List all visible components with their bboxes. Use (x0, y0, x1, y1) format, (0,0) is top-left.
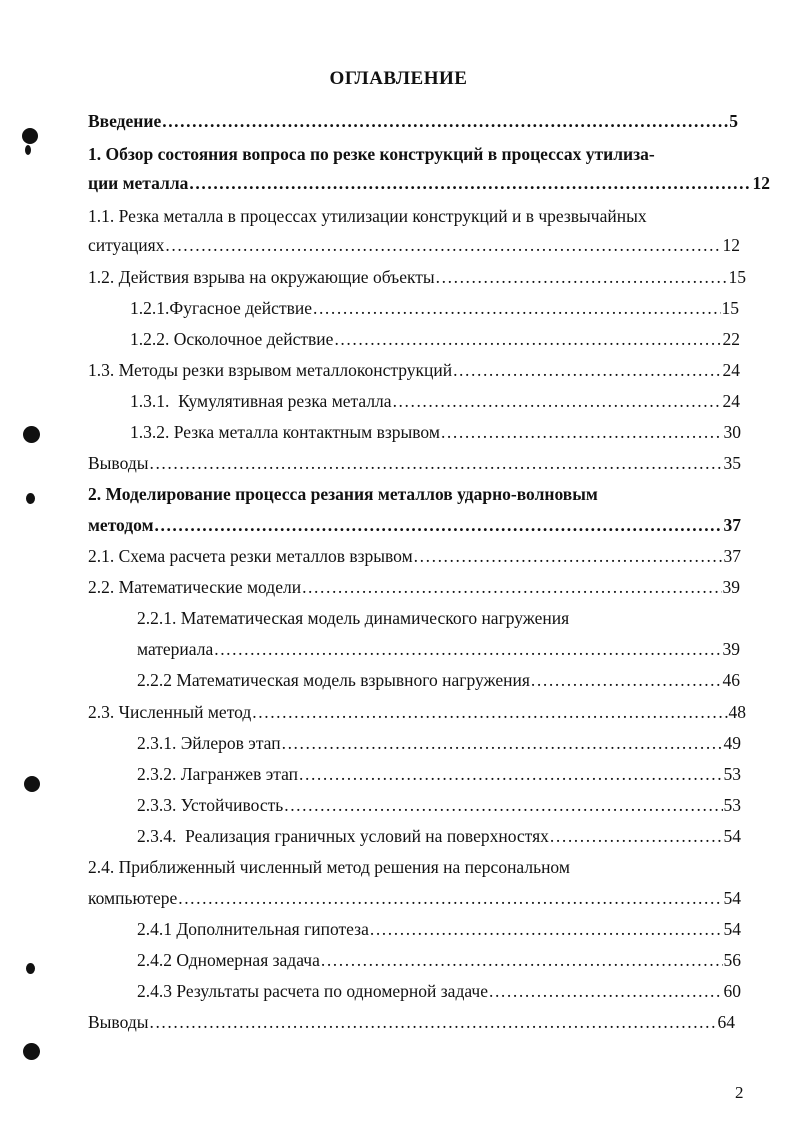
toc-entry-2-4-3 (137, 980, 741, 1002)
toc-entry-page: 54 (723, 888, 741, 908)
punch-hole-mark (24, 776, 40, 792)
dot-leader (189, 172, 751, 194)
dot-leader (299, 763, 723, 785)
toc-entry-2-3-2 (137, 763, 741, 785)
dot-leader (149, 452, 722, 474)
dot-leader (489, 980, 723, 1002)
toc-entry-text: ситуациях (88, 235, 165, 255)
toc-entry-page: 60 (723, 981, 741, 1001)
toc-entry-text: 2.2.2 Математическая модель взрывного нагружения (137, 670, 530, 690)
toc-entry-page: 54 (723, 919, 741, 939)
toc-entry-text: Введение (88, 111, 162, 131)
toc-entry-page: 35 (723, 453, 741, 473)
toc-entry-text: 2.3. Численный метод (88, 702, 252, 722)
dot-leader (321, 949, 723, 971)
toc-entry-text: 2.3.4. Реализация граничных условий на поверхностях (137, 826, 549, 846)
toc-entry-text: 1.3. Методы резки взрывом металлоконструкций (88, 360, 453, 380)
toc-entry-text: 2.1. Схема расчета резки металлов взрывом (88, 546, 413, 566)
page-number: 2 (735, 1083, 744, 1102)
toc-entry-text: 2.3.2. Лагранжев этап (137, 764, 298, 784)
toc-entry-2-1 (88, 545, 741, 567)
toc-entry-intro (88, 110, 738, 132)
toc-entry-chapter-1-line-1: 1. Обзор состояния вопроса по резке конструкций в процессах утилиза- (88, 144, 655, 164)
dot-leader (370, 918, 723, 940)
dot-leader (302, 576, 721, 598)
toc-entry-1-2-1 (130, 297, 739, 319)
toc-entry-conclusions-1 (88, 452, 741, 474)
toc-entry-page: 39 (722, 577, 740, 597)
toc-entry-text: ции металла (88, 173, 189, 193)
dot-leader (284, 794, 722, 816)
toc-entry-chapter-2-line-1: 2. Моделирование процесса резания металлов ударно-волновым (88, 484, 598, 504)
toc-entry-text: материала (137, 639, 214, 659)
toc-entry-text: 1.3.2. Резка металла контактным взрывом (130, 422, 440, 442)
punch-hole-mark (25, 145, 31, 155)
toc-entry-page: 37 (723, 546, 741, 566)
toc-entry-2-3 (88, 701, 746, 723)
dot-leader (149, 1011, 716, 1033)
dot-leader (453, 359, 721, 381)
page-title: ОГЛАВЛЕНИЕ (329, 68, 468, 89)
toc-entry-2-4 (88, 887, 741, 909)
toc-entry-text: методом (88, 515, 154, 535)
toc-entry-page: 53 (723, 764, 741, 784)
dot-leader (155, 514, 723, 536)
dot-leader (334, 328, 721, 350)
toc-entry-page: 49 (723, 733, 741, 753)
toc-entry-2-3-3 (137, 794, 741, 816)
toc-entry-text: 1.2.1.Фугасное действие (130, 298, 312, 318)
dot-leader (531, 669, 722, 691)
punch-hole-mark (22, 128, 38, 144)
toc-entry-page: 24 (722, 360, 740, 380)
toc-entry-text: 2.4.2 Одномерная задача (137, 950, 320, 970)
toc-entry-text: 1.2. Действия взрыва на окружающие объекты (88, 267, 435, 287)
toc-entry-text: 2.3.3. Устойчивость (137, 795, 284, 815)
toc-entry-page: 54 (723, 826, 741, 846)
toc-entry-page: 53 (723, 795, 741, 815)
toc-entry-text: 1.3.1. Кумулятивная резка металла (130, 391, 392, 411)
toc-entry-page: 64 (717, 1012, 735, 1032)
punch-hole-mark (23, 1043, 40, 1060)
dot-leader (178, 887, 722, 909)
dot-leader (414, 545, 723, 567)
punch-hole-mark (26, 963, 35, 974)
toc-entry-1-3-1 (130, 390, 740, 412)
toc-entry-2-2 (88, 576, 740, 598)
dot-leader (165, 234, 721, 256)
dot-leader (313, 297, 721, 319)
toc-entry-1-3 (88, 359, 740, 381)
dot-leader (162, 110, 728, 132)
toc-entry-text: 1.2.2. Осколочное действие (130, 329, 334, 349)
dot-leader (282, 732, 723, 754)
toc-entry-2-2-2 (137, 669, 740, 691)
toc-entry-text: 2.4.3 Результаты расчета по одномерной задаче (137, 981, 488, 1001)
dot-leader (441, 421, 723, 443)
toc-entry-2-4-2 (137, 949, 741, 971)
toc-entry-page: 12 (722, 235, 740, 255)
punch-hole-mark (26, 493, 35, 504)
toc-entry-page: 15 (728, 267, 746, 287)
toc-entry-1-2 (88, 266, 746, 288)
toc-entry-page: 37 (723, 515, 741, 535)
toc-entry-chapter-2 (88, 514, 741, 536)
toc-entry-page: 46 (722, 670, 740, 690)
toc-entry-page: 48 (728, 702, 746, 722)
toc-entry-2-3-4 (137, 825, 741, 847)
toc-entry-page: 24 (722, 391, 740, 411)
punch-hole-mark (23, 426, 40, 443)
toc-entry-text: Выводы (88, 1012, 149, 1032)
toc-entry-text: Выводы (88, 453, 149, 473)
toc-entry-chapter-1 (88, 172, 770, 194)
toc-entry-2-2-1-line-1: 2.2.1. Математическая модель динамического нагружения (137, 608, 570, 628)
toc-entry-2-3-1 (137, 732, 741, 754)
toc-entry-1-1 (88, 234, 740, 256)
toc-entry-page: 22 (722, 329, 740, 349)
dot-leader (436, 266, 728, 288)
toc-entry-conclusions-2 (88, 1011, 735, 1033)
toc-entry-page: 30 (723, 422, 741, 442)
toc-entry-page: 56 (723, 950, 741, 970)
toc-entry-page: 39 (722, 639, 740, 659)
toc-entry-page: 5 (729, 111, 738, 131)
toc-entry-text: 2.2. Математические модели (88, 577, 302, 597)
toc-entry-1-2-2 (130, 328, 740, 350)
toc-entry-2-4-line-1: 2.4. Приближенный численный метод решения на персональном (88, 857, 570, 877)
toc-entry-text: компьютере (88, 888, 178, 908)
toc-entry-2-2-1 (137, 638, 740, 660)
toc-entry-page: 15 (721, 298, 739, 318)
dot-leader (252, 701, 727, 723)
toc-entry-page: 12 (752, 173, 770, 193)
toc-entry-text: 2.4.1 Дополнительная гипотеза (137, 919, 369, 939)
toc-entry-text: 2.3.1. Эйлеров этап (137, 733, 281, 753)
toc-entry-1-3-2 (130, 421, 741, 443)
dot-leader (393, 390, 722, 412)
toc-entry-2-4-1 (137, 918, 741, 940)
dot-leader (214, 638, 721, 660)
toc-entry-1-1-line-1: 1.1. Резка металла в процессах утилизации конструкций и в чрезвычайных (88, 206, 647, 226)
dot-leader (550, 825, 723, 847)
